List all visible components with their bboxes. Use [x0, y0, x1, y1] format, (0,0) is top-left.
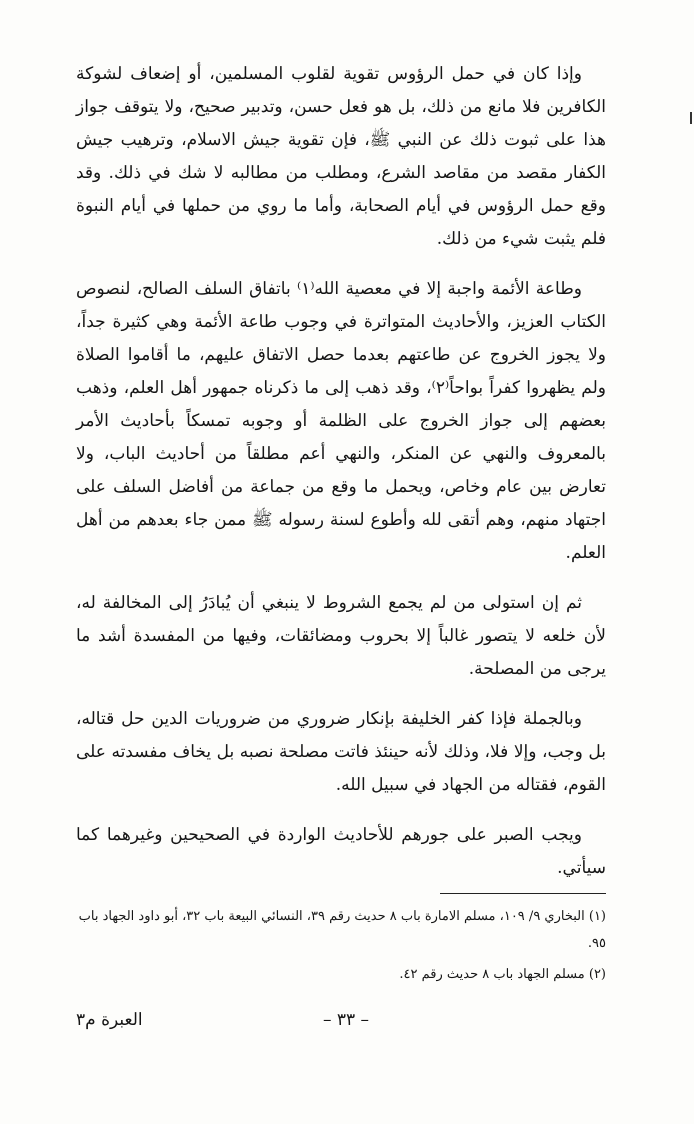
paragraph: وبالجملة فإذا كفر الخليفة بإنكار ضروري من ضروريات الدين حل قتاله، بل وجب، وإلا فلا، وذلك لأنه حينئذ فاتت مصلحة نصبه بل يخاف مفسدته على القوم، فقتاله من الجهاد في سبيل الله.: [76, 709, 606, 795]
footnote-divider: [440, 893, 606, 894]
footnote: (١) البخاري ٩/ ١٠٩، مسلم الامارة باب ٨ حديث رقم ٣٩، النسائي البيعة باب ٣٢، أبو داود الجهاد باب ٩٥.: [78, 909, 606, 951]
scan-edge-mark: [690, 112, 692, 124]
page-number: – ٣٣ –: [322, 1010, 370, 1030]
footnotes: [76, 903, 606, 992]
paragraph: ثم إن استولى من لم يجمع الشروط لا ينبغي أن يُبادَرُ إلى المخالفة له، لأن خلعه لا يتصور غالباً إلا بحروب ومضائقات، وفيها من المفسدة أشد ما يرجى من المصلحة.: [76, 593, 606, 679]
main-text: [76, 58, 606, 885]
signature-mark: العبرة م٣: [76, 1010, 143, 1030]
footnote: (٢) مسلم الجهاد باب ٨ حديث رقم ٤٢.: [399, 967, 606, 982]
paragraph: ويجب الصبر على جورهم للأحاديث الواردة في الصحيحين وغيرهما كما سيأتي.: [76, 825, 606, 878]
paragraph: وإذا كان في حمل الرؤوس تقوية لقلوب المسلمين، أو إضعاف لشوكة الكافرين فلا مانع من ذلك، بل هو فعل حسن، وتدبير صحيح، ولا يتوقف جواز هذا على ثبوت ذلك عن النبي ﷺ، فإن تقوية جيش الاسلام، وترهيب جيش الكفار مقصد من مقاصد الشرع، ومطلب من مطالبه لا شك في ذلك. وقد وقع حمل الرؤوس في أيام الصحابة، وأما ما روي من حملها في أيام النبوة فلم يثبت شيء من ذلك.: [76, 64, 606, 249]
paragraph: وطاعة الأئمة واجبة إلا في معصية الله⁽١⁾ باتفاق السلف الصالح، لنصوص الكتاب العزيز، والأحاديث المتواترة في وجوب طاعة الأئمة وهي كثيرة جداً، ولا يجوز الخروج عن طاعتهم بعدما حصل الاتفاق عليهم، ما أقاموا الصلاة ولم يظهروا كفراً بواحاً⁽٢⁾، وقد ذهب إلى ما ذكرناه جمهور أهل العلم، وذهب بعضهم إلى جواز الخروج على الظلمة أو وجوبه تمسكاً بأحاديث الأمر بالمعروف والنهي عن المنكر، والنهي أعم مطلقاً من أحاديث الباب، ولا تعارض بين عام وخاص، ويحمل ما وقع من جماعة من أفاضل السلف على اجتهاد منهم، وهم أتقى لله وأطوع لسنة رسوله ﷺ ممن جاء بعدهم من أهل العلم.: [76, 279, 606, 563]
page-footer: [76, 1010, 606, 1040]
